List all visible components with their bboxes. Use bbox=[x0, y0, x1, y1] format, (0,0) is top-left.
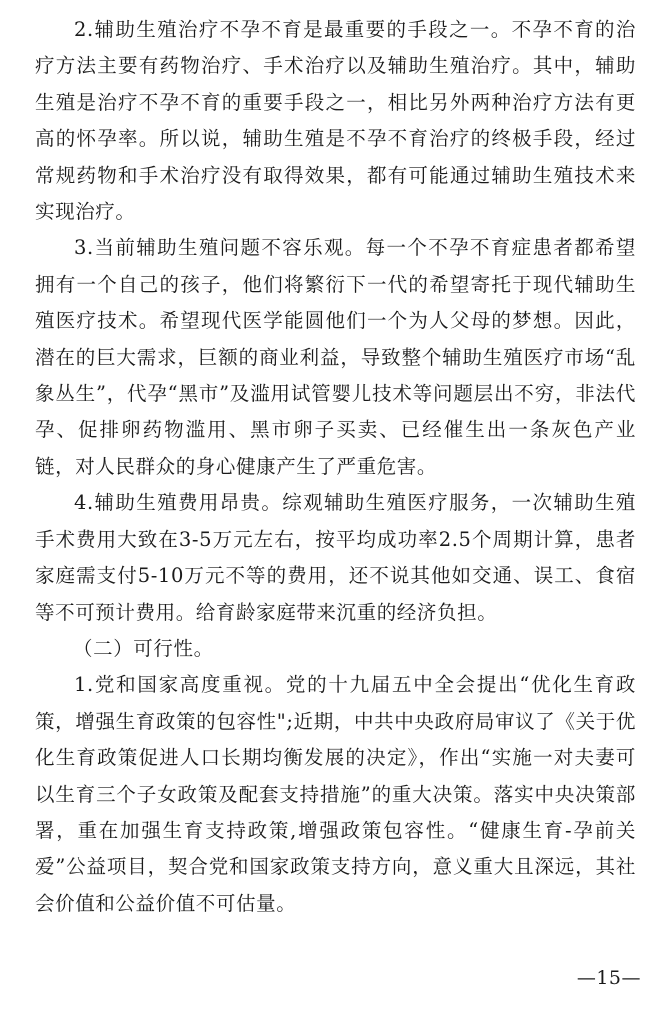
page-number: —15— bbox=[576, 967, 641, 989]
paragraph-current-problems: 3.当前辅助生殖问题不容乐观。每一个不孕不育症患者都希望拥有一个自己的孩子，他们将繁衍下一代的希望寄托于现代辅助生殖医疗技术。希望现代医学能圆他们一个为人父母的梦想。因此，潜在的巨大需求，巨额的商业利益，导致整个辅助生殖医疗市场“乱象丛生”，代孕“黑市”及滥用试管婴儿技术等问题层出不穷，非法代孕、促排卵药物滥用、黑市卵子买卖、已经催生出一条灰色产业链，对人民群众的身心健康产生了严重危害。 bbox=[35, 236, 636, 478]
document-body bbox=[35, 12, 636, 922]
paragraph-cost: 4.辅助生殖费用昂贵。综观辅助生殖医疗服务，一次辅助生殖手术费用大致在3-5万元左右，按平均成功率2.5个周期计算，患者家庭需支付5-10万元不等的费用，还不说其他如交通、误工、食宿等不可预计费用。给育龄家庭带来沉重的经济负担。 bbox=[35, 491, 636, 624]
paragraph-art-importance: 2.辅助生殖治疗不孕不育是最重要的手段之一。不孕不育的治疗方法主要有药物治疗、手术治疗以及辅助生殖治疗。其中，辅助生殖是治疗不孕不育的重要手段之一，相比另外两种治疗方法有更高的怀孕率。所以说，辅助生殖是不孕不育治疗的终极手段，经过常规药物和手术治疗没有取得效果，都有可能通过辅助生殖技术来实现治疗。 bbox=[35, 18, 636, 224]
section-heading-feasibility: （二）可行性。 bbox=[73, 636, 214, 660]
paragraph-policy-support: 1.党和国家高度重视。党的十九届五中全会提出“优化生育政策，增强生育政策的包容性";近期，中共中央政府局审议了《关于优化生育政策促进人口长期均衡发展的决定》，作出“实施一对夫妻可以生育三个子女政策及配套支持措施”的重大决策。落实中央决策部署，重在加强生育支持政策,增强政策包容性。“健康生育-孕前关爱”公益项目，契合党和国家政策支持方向，意义重大且深远，其社会价值和公益价值不可估量。 bbox=[35, 673, 636, 915]
